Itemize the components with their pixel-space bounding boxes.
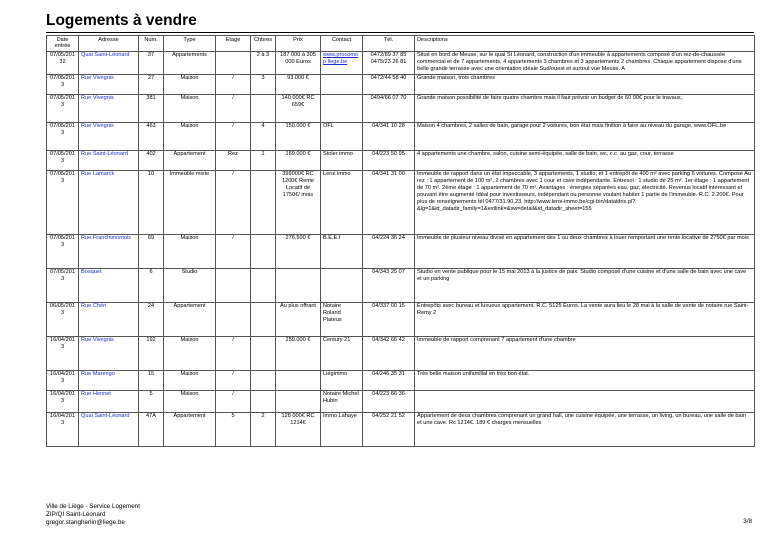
contact-cell [321,74,363,94]
number-cell: 15 [139,370,164,390]
type-cell: Maison [164,336,216,370]
number-cell: 381 [139,94,164,122]
type-cell: Appartements [164,51,216,74]
date-cell: 16/04/2013 [47,390,79,412]
price-cell: 128 000€ RC 1214€ [276,412,321,446]
footer-email[interactable]: gregor.stangherlin@liege.be [46,519,125,526]
phone-cell: 04/341 31 00 [363,170,415,234]
type-cell: Maison [164,390,216,412]
contact-cell: Stoler immo [321,150,363,170]
contact-cell: Notaire Roland Plateus [321,302,363,336]
floor-cell: / [216,234,251,268]
address-cell[interactable]: Rue Vivegnis [79,74,139,94]
table-row [47,122,755,150]
date-cell: 07/05/2013 [47,170,79,234]
floor-cell: / [216,390,251,412]
date-cell: 16/04/2013 [47,412,79,446]
col-date-header: Date entrée [47,36,79,52]
address-cell[interactable]: Rue Marengo [79,370,139,390]
bedrooms-cell [251,390,276,412]
page-title: Logements à vendre [46,12,197,29]
contact-cell: Notaire Michel Hubin [321,390,363,412]
col-prix-header: Prix [276,36,321,52]
col-chbres-header: Chbres [251,36,276,52]
table-row [47,268,755,302]
floor-cell [216,51,251,74]
number-cell: 37 [139,51,164,74]
address-cell[interactable]: Quai Saint-Léonard [79,51,139,74]
page-number: 3/8 [743,518,752,525]
col-adresse-header: Adresse [79,36,139,52]
table-row [47,51,755,74]
price-cell: 150.000 € [276,122,321,150]
contact-cell [321,94,363,122]
col-descriptions-header: Descriptions [415,36,755,52]
bedrooms-cell: 3 [251,74,276,94]
phone-cell: 04/246 35 31 [363,370,415,390]
type-cell: Appartement [164,412,216,446]
bedrooms-cell [251,94,276,122]
description-cell: Situé en bord de Meuse, sur le quai St Léonard, construction d'un immeuble à appartements composé d'un rez-de-chaussée commercial et de 7 appartements, 4 appartements 3 chambres et 3 appartements 2 chambres. Chaque appartement dispose d'une belle grande terrasse avec une orientation idéale Sud/ouest et surtout vue Meuse. A [415,51,755,74]
address-cell[interactable]: Rue Vivegnis [79,336,139,370]
price-cell: 259.000 € [276,336,321,370]
bedrooms-cell [251,370,276,390]
price-cell: 169.000 € [276,150,321,170]
price-cell: 399000€ RC 1200€ Rente Locatif de 1750€/ mois [276,170,321,234]
date-cell: 16/04/2013 [47,370,79,390]
contact-cell: Century 21 [321,336,363,370]
phone-cell: 04/223 50 95 [363,150,415,170]
col-tel-header: Tél. [363,36,415,52]
phone-cell: 04/337 00 15 [363,302,415,336]
number-cell: 5 [139,390,164,412]
type-cell: Studio [164,268,216,302]
date-cell: 07/05/2013 [47,150,79,170]
contact-cell: Immo Lahaye [321,412,363,446]
footer [46,503,140,527]
footer-address: ZIP/QI Saint-Léonard [46,511,106,518]
address-cell[interactable]: Rue Lamarck [79,170,139,234]
bedrooms-cell [251,336,276,370]
description-cell: Appartement de deux chambres comprenant un grand hall, une cuisine équipée, une terrasse, un living, un bureau, une salle de bain et une cave. Rc 1214€. 189 € charges mensuelles [415,412,755,446]
number-cell: 192 [139,336,164,370]
price-cell: 93.000 € [276,74,321,94]
date-cell: 07/05/2013 [47,122,79,150]
number-cell: 69 [139,234,164,268]
date-cell: 06/05/2013 [47,302,79,336]
bedrooms-cell [251,268,276,302]
bedrooms-cell [251,170,276,234]
description-cell: 4 appartements une chambre, salon, cuisine semi-équipée, salle de bain, wc, c.c. au gaz, cour, terrasse [415,150,755,170]
phone-cell: 04/224 36 24 [363,234,415,268]
bedrooms-cell: 2 [251,412,276,446]
listings-table [46,35,755,447]
table-row [47,74,755,94]
date-cell: 07/05/2013 [47,268,79,302]
table-body [47,51,755,446]
floor-cell: 5 [216,412,251,446]
type-cell: Maison [164,74,216,94]
price-cell [276,390,321,412]
table-row [47,150,755,170]
bedrooms-cell [251,234,276,268]
contact-cell [321,268,363,302]
date-cell: 07/05/20132 [47,51,79,74]
type-cell: Maison [164,234,216,268]
bedrooms-cell: 2 à 3 [251,51,276,74]
date-cell: 16/04/2013 [47,336,79,370]
number-cell: 402 [139,150,164,170]
description-cell [415,390,755,412]
phone-cell: 04/252 21 52 [363,412,415,446]
description-cell: Studio en vente publique pour le 15 mai 2013 à la justice de paix. Studio composé d'une cuisine et d'une salle de bain avec une cave et un parking [415,268,755,302]
number-cell: 6 [139,268,164,302]
date-cell: 07/05/2013 [47,234,79,268]
number-cell: 24 [139,302,164,336]
floor-cell: / [216,370,251,390]
description-cell: Entrepôts avec bureau et luxueux appartement. R.C. 5125 Euros. La vente aura lieu le 28 mai à la salle de vente de notaire rue Saint-Remy 2 [415,302,755,336]
description-cell: Immeuble de rapport comprenant 7 appartement d'une chambre [415,336,755,370]
phone-cell: 04/341 10 28 [363,122,415,150]
description-cell: Immeuble de rapport dans un état impeccable, 3 appartements, 1 studio, et 1 entrepôt de 400 m² avec parking 6 voitures. Composé Au rez : 1 appartement de 100 m², 2 chambres avec 1 cour et cave indépendante. Entresol : 1 studio de 25 m². 1er étage : 1 appartement de 70 m². 2ème étage : 1 appartement de 70 m². Avantages : énergies séparées eau, gaz, électricité. Revenus locatif intéressant et pouvant être augmenté Idéal pour investisseurs, indépendant ou personne voulant habiter 1 partie de l'immeuble. R.C. 2.200€. Pour plus de renseignements tél 0477/31.90.23. http://www.leroi-immo.be/cgi-bin/dataidris.pl?&lg=1&id_datadir_family=1&extlink=&sw=detail&id_datadir_sheet=155 [415,170,755,234]
address-cell[interactable]: Bosquet [79,268,139,302]
address-cell[interactable]: Rue Franchimontois [79,234,139,268]
address-cell[interactable]: Rue Hennet [79,390,139,412]
table-row [47,336,755,370]
phone-cell: 04/343 25 07 [363,268,415,302]
type-cell: Maison [164,370,216,390]
address-cell[interactable]: Rue Vivegnis [79,94,139,122]
type-cell: Appartement [164,302,216,336]
col-type-header: Type [164,36,216,52]
floor-cell: / [216,336,251,370]
table-row [47,412,755,446]
address-cell[interactable]: Quai Saint-Léonard [79,412,139,446]
price-cell [276,268,321,302]
phone-cell: 0472/44 58 40 [363,74,415,94]
contact-cell: OFL [321,122,363,150]
table-row [47,390,755,412]
number-cell: 47A [139,412,164,446]
floor-cell [216,268,251,302]
number-cell: 27 [139,74,164,94]
address-cell[interactable]: Rue Chéri [79,302,139,336]
description-cell: Grande maison possibilité de faire quatre chambre mais il faut prévoir un budget de 60 00€ pour le travaux, [415,94,755,122]
contact-cell: B.E.E.I [321,234,363,268]
description-cell: Grande maison, trois chambres [415,74,755,94]
description-cell: Maison 4 chambres, 2 salles de bain, garage pour 2 voitures, bon état mais finition à faire au niveau du garage. www.OFL.be [415,122,755,150]
floor-cell: / [216,122,251,150]
bedrooms-cell: 1 [251,150,276,170]
col-etage-header: Etage [216,36,251,52]
table-row [47,302,755,336]
floor-cell: / [216,170,251,234]
col-num-header: Num. [139,36,164,52]
floor-cell: / [216,74,251,94]
price-cell: 276.500 € [276,234,321,268]
type-cell: Maison [164,122,216,150]
col-contact-header: Contact [321,36,363,52]
price-cell: Au plus offrant [276,302,321,336]
bedrooms-cell: 4 [251,122,276,150]
title-rule [46,32,754,33]
table-row [47,94,755,122]
table-row [47,370,755,390]
price-cell: 140 000€ RC 659€ [276,94,321,122]
contact-cell[interactable]: www.procomop liege.be [321,51,363,74]
header-row [47,36,755,52]
table-row [47,170,755,234]
date-cell: 07/05/2013 [47,74,79,94]
footer-service: Ville de Liège - Service Logement [46,503,141,510]
phone-cell: 0494/66 07 70 [363,94,415,122]
type-cell: Appartement [164,150,216,170]
description-cell: Très belle maison unifamilial en très bon état. [415,370,755,390]
phone-cell: 04/223 66 36 [363,390,415,412]
floor-cell: Rez [216,150,251,170]
price-cell [276,370,321,390]
number-cell: 463 [139,122,164,150]
type-cell: Maison [164,94,216,122]
bedrooms-cell [251,302,276,336]
floor-cell: / [216,94,251,122]
address-cell[interactable]: Rue Vivegnis [79,122,139,150]
contact-cell: Liégimmo [321,370,363,390]
type-cell: Immeuble mixte [164,170,216,234]
phone-cell: 0472/89 37 85 0475/23 26 81 [363,51,415,74]
price-cell: 187 000 à 305 000 Euros [276,51,321,74]
floor-cell [216,302,251,336]
table-row [47,234,755,268]
address-cell[interactable]: Rue Saint-Léonard [79,150,139,170]
phone-cell: 04/342 66 42 [363,336,415,370]
date-cell: 07/05/2013 [47,94,79,122]
description-cell: Immeuble de plusieur niveau divisé en appartement des 1 ou deux chambres à louer remportant une rente locative de 2750€ par mois [415,234,755,268]
contact-cell: Leroi immo [321,170,363,234]
number-cell: 10 [139,170,164,234]
